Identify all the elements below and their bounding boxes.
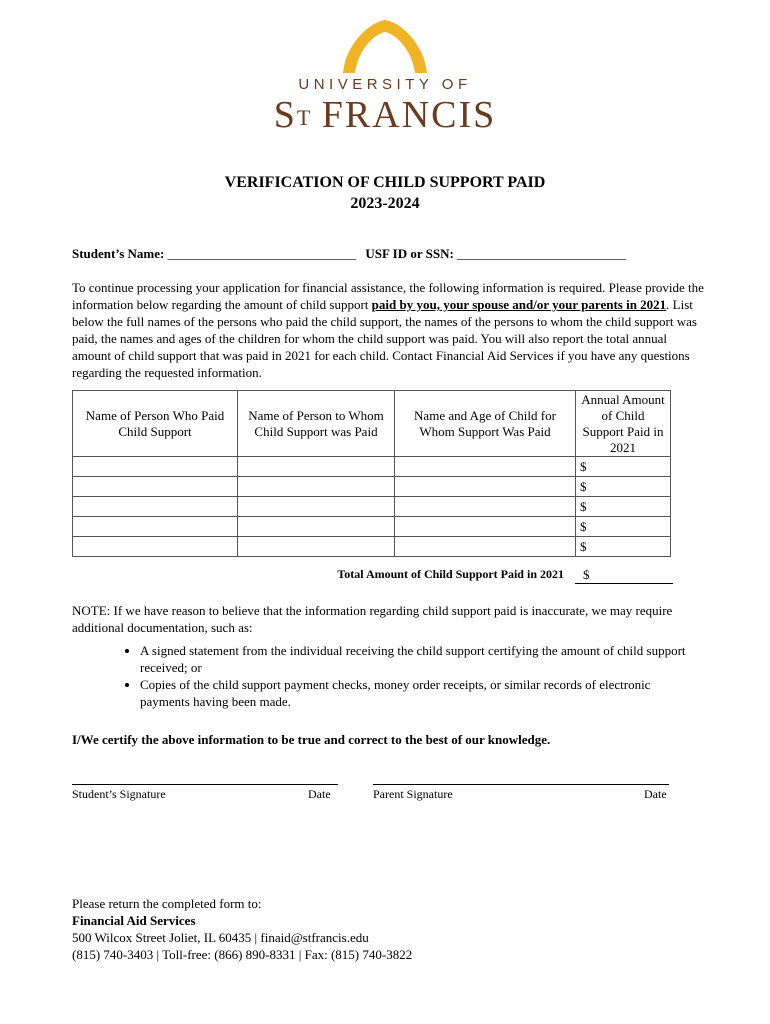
form-title: VERIFICATION OF CHILD SUPPORT PAID <box>224 174 546 191</box>
arch-emblem-icon <box>340 18 430 74</box>
payee-cell[interactable] <box>238 537 395 557</box>
return-address-block <box>72 895 412 963</box>
list-item: • Copies of the child support payment checks, money order receipts, or similar records of electronic payments having been made. <box>140 676 690 710</box>
amount-cell[interactable]: $ <box>576 517 671 537</box>
documentation-list <box>100 642 690 710</box>
header-amount: Annual Amount of Child Support Paid in 2021 <box>576 391 671 457</box>
total-label: Total Amount of Child Support Paid in 2021 <box>337 567 564 581</box>
logo-francis: FRANCIS <box>321 94 497 136</box>
child-support-table <box>72 390 671 557</box>
header-child: Name and Age of Child for Whom Support Was Paid <box>395 391 576 457</box>
logo-st: S <box>273 94 297 136</box>
table-row <box>73 477 671 497</box>
child-cell[interactable] <box>395 497 576 517</box>
payee-cell[interactable] <box>238 517 395 537</box>
payer-cell[interactable] <box>73 497 238 517</box>
intro-part1: To continue processing your application for financial assistance, the following information is required. Please provide the information below regarding the amount of child support <box>72 280 704 312</box>
logo-st-francis <box>0 95 770 140</box>
office-phones: (815) 740-3403 | Toll-free: (866) 890-8331 | Fax: (815) 740-3822 <box>72 947 413 962</box>
header-payer: Name of Person Who Paid Child Support <box>73 391 238 457</box>
header-payee: Name of Person to Whom Child Support was Paid <box>238 391 395 457</box>
logo-university-of: UNIVERSITY OF <box>298 76 472 93</box>
payer-cell[interactable] <box>73 477 238 497</box>
parent-signature-label: Parent Signature <box>373 787 453 801</box>
note-paragraph: NOTE: If we have reason to believe that the information regarding child support paid is inaccurate, we may require additional documentation, such as: <box>72 603 673 635</box>
amount-cell[interactable]: $ <box>576 497 671 517</box>
child-cell[interactable] <box>395 477 576 497</box>
table-header-row <box>73 391 671 457</box>
office-name: Financial Aid Services <box>72 913 196 928</box>
usf-id-label: USF ID or SSN: <box>365 246 454 261</box>
form-year: 2023-2024 <box>350 195 420 212</box>
table-row <box>73 457 671 477</box>
table-row <box>73 537 671 557</box>
logo-st-sup: T <box>296 105 311 130</box>
student-date-label: Date <box>308 787 331 801</box>
student-id-line <box>72 246 626 262</box>
total-amount-field[interactable]: $ <box>575 567 673 584</box>
return-instructions: Please return the completed form to: <box>72 896 262 911</box>
list-item: • A signed statement from the individual receiving the child support certifying the amount of child support received; or <box>140 642 690 676</box>
student-name-label: Student’s Name: <box>72 246 165 261</box>
payer-cell[interactable] <box>73 537 238 557</box>
child-cell[interactable] <box>395 537 576 557</box>
intro-emphasis: paid by you, your spouse and/or your parents in 2021 <box>371 297 667 312</box>
certification-statement: I/We certify the above information to be true and correct to the best of our knowledge. <box>72 732 551 747</box>
child-cell[interactable] <box>395 457 576 477</box>
student-signature-label: Student’s Signature <box>72 787 166 801</box>
table-row <box>73 497 671 517</box>
payer-cell[interactable] <box>73 457 238 477</box>
amount-cell[interactable]: $ <box>576 457 671 477</box>
amount-cell[interactable]: $ <box>576 477 671 497</box>
child-cell[interactable] <box>395 517 576 537</box>
intro-paragraph <box>72 279 708 381</box>
office-address: 500 Wilcox Street Joliet, IL 60435 | finaid@stfrancis.edu <box>72 930 369 945</box>
parent-date-label: Date <box>644 787 667 801</box>
payee-cell[interactable] <box>238 457 395 477</box>
usf-id-field[interactable]: __________________________ <box>457 246 627 261</box>
student-signature-line[interactable] <box>72 784 338 785</box>
payee-cell[interactable] <box>238 477 395 497</box>
parent-signature-line[interactable] <box>373 784 669 785</box>
payer-cell[interactable] <box>73 517 238 537</box>
intro-part2: . List below the full names of the persons who paid the child support, the names of the persons to whom the child support was paid, the names and ages of the children for whom the child support was paid. You will also report the total annual amount of child support that was paid in 2021 for each child. Contact Financial Aid Services if you have any questions regarding the requested information. <box>72 297 697 380</box>
student-name-field[interactable]: _____________________________ <box>167 246 357 261</box>
table-row <box>73 517 671 537</box>
university-logo <box>0 18 770 140</box>
payee-cell[interactable] <box>238 497 395 517</box>
amount-cell[interactable]: $ <box>576 537 671 557</box>
